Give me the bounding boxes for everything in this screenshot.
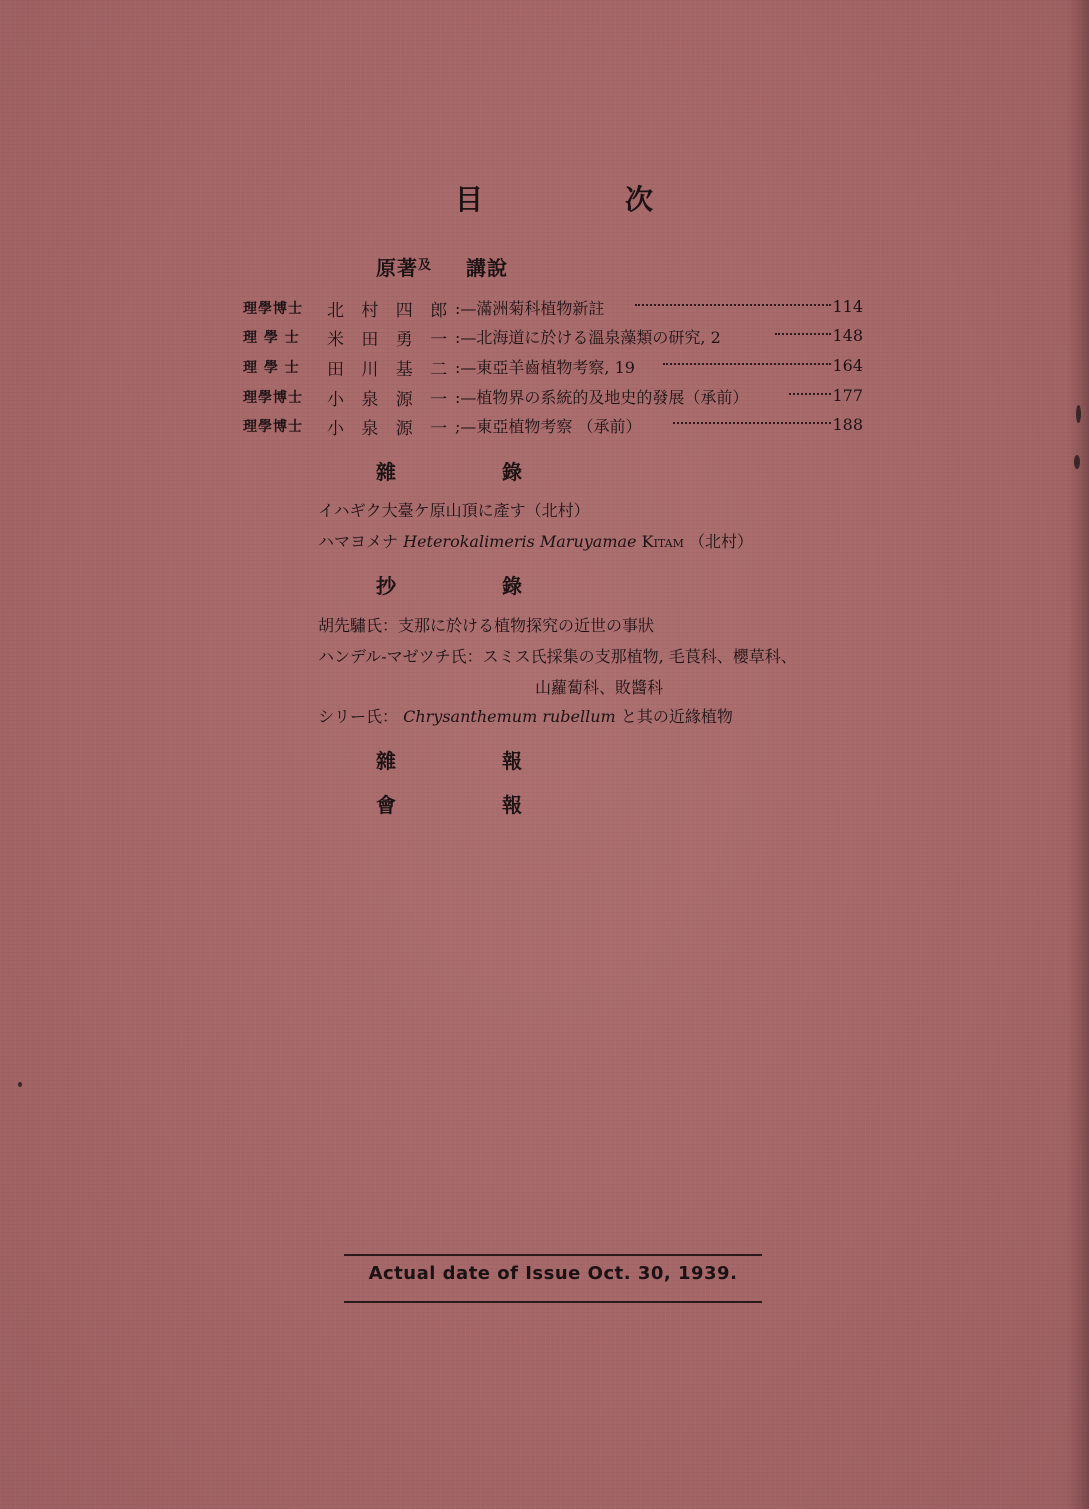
abstract-item: シリー氏： Chrysanthemum rubellum と其の近緣植物 (318, 707, 733, 726)
author-degree: 理學博士 (243, 390, 303, 406)
author-degree: 理 學 士 (243, 360, 300, 376)
paper-speck (18, 1082, 22, 1087)
article-title: :—北海道に於ける溫泉藻類の研究, 2 (455, 328, 721, 347)
section-heading-miscellany (376, 456, 536, 484)
section-heading-part-a: 雜 (376, 749, 397, 773)
section-heading-part-b: 講說 (466, 256, 508, 280)
issue-date: Actual date of Issue Oct. 30, 1939. (368, 1263, 738, 1284)
author-name: 小 泉 源 一 (327, 419, 454, 439)
article-title: ;—東亞植物考察 （承前） (455, 417, 642, 436)
dot-leader (635, 304, 831, 306)
section-heading-original (376, 252, 536, 280)
article-title: :—東亞羊齒植物考察, 19 (455, 358, 635, 377)
abstract-item: 胡先驌氏：支那に於ける植物探究の近世の事狀 (318, 616, 655, 635)
author-degree: 理學博士 (243, 301, 303, 317)
toc-entry (243, 296, 863, 322)
toc-entry (243, 355, 863, 381)
article-title: :—滿洲菊科植物新註 (455, 299, 605, 318)
miscellany-item: ハマヨメナ Heterokalimeris Maruyamae Kitam （北村） (318, 532, 753, 551)
section-heading-society (376, 789, 536, 817)
paper-speck (1074, 455, 1080, 469)
page-number: 164 (832, 356, 863, 375)
section-heading-part-a (376, 252, 432, 281)
dot-leader (789, 393, 831, 395)
author-degree: 理學博士 (243, 419, 303, 435)
paper-speck (1076, 405, 1081, 423)
author-name: 米 田 勇 一 (327, 330, 454, 350)
section-heading-part-b: 錄 (502, 460, 523, 484)
contents-title-char-2: 次 (625, 183, 654, 216)
page-number: 114 (832, 297, 863, 316)
section-heading-news (376, 745, 536, 773)
page-number: 188 (832, 415, 863, 434)
contents-title-char-1: 目 (455, 183, 484, 216)
author-name: 北 村 四 郎 (327, 301, 454, 321)
dot-leader (775, 333, 831, 335)
miscellany-item: イハギク大臺ケ原山頂に產す（北村） (318, 501, 590, 520)
footer-bottom-rule (344, 1301, 762, 1303)
abstract-item-continuation: 山蘿蔔科、敗醬科 (535, 678, 664, 697)
dot-leader (663, 363, 831, 365)
page-edge-shadow (1067, 0, 1089, 1509)
footer-top-rule (344, 1254, 762, 1256)
section-heading-part-a: 抄 (376, 574, 397, 598)
article-title: :—植物界の系統的及地史的發展（承前） (455, 388, 749, 407)
dot-leader (673, 422, 831, 424)
section-heading-part-b: 報 (502, 793, 523, 817)
section-heading-text: 原著 (376, 256, 418, 280)
abstract-item: ハンデル-マゼツチ氏：スミス氏採集の支那植物, 毛茛科、櫻草科、 (318, 647, 797, 666)
section-heading-part-b: 報 (502, 749, 523, 773)
toc-entry (243, 414, 863, 440)
page-number: 177 (832, 386, 863, 405)
section-heading-part-a: 雜 (376, 460, 397, 484)
section-heading-part-b: 錄 (502, 574, 523, 598)
author-degree: 理 學 士 (243, 330, 300, 346)
page-number: 148 (832, 326, 863, 345)
toc-entry (243, 325, 863, 351)
toc-entry (243, 385, 863, 411)
section-heading-abstracts (376, 570, 536, 598)
author-name: 田 川 基 二 (327, 360, 454, 380)
author-name: 小 泉 源 一 (327, 390, 454, 410)
contents-title (455, 178, 655, 218)
section-heading-small: 及 (418, 258, 433, 273)
section-heading-part-a: 會 (376, 793, 397, 817)
